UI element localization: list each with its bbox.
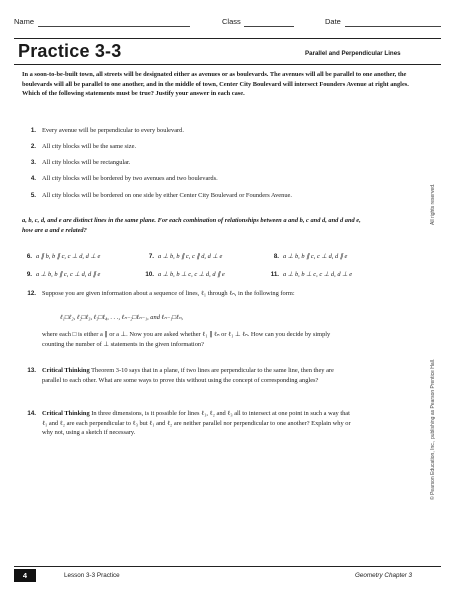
question-text: a ⊥ b, b ⊥ c, c ⊥ d, d ∥ e [158, 271, 225, 278]
question-number: 4. [30, 175, 36, 182]
page-number: 4 [14, 569, 36, 582]
instruction-paragraph: a, b, c, d, and e are distinct lines in the same plane. For each combination of relationships between a and b, c and d, and d and e, how are a and e related? [22, 217, 361, 234]
title-rule [14, 64, 441, 65]
footer-chapter: Geometry Chapter 3 [355, 572, 413, 579]
question-text: All city blocks will be the same size. [42, 143, 137, 150]
question-text: a ⊥ b, b ⊥ c, c ⊥ d, d ⊥ e [283, 271, 353, 278]
question-number: 2. [30, 143, 36, 150]
question-number: 5. [30, 192, 36, 199]
critical-thinking-label: Critical Thinking [42, 367, 90, 374]
question-number: 11. [270, 271, 279, 278]
question-text: a ∥ b, b ∥ c, c ⊥ d, d ⊥ e [36, 253, 101, 260]
question-number: 7. [148, 253, 154, 260]
date-label: Date [325, 17, 341, 26]
question-text: Theorem 3-10 says that in a plane, if two lines are perpendicular to the same line, then they are parallel to each other. What are some ways to prove this without using the concept of corresponding angles? [42, 367, 334, 384]
name-label: Name [14, 17, 35, 26]
question-text: Suppose you are given information about a sequence of lines, ℓ₁ through ℓₙ, in the following form: [42, 290, 295, 297]
question-8 [265, 252, 347, 260]
question-number: 10. [145, 271, 154, 278]
page-title: Practice 3-3 [18, 41, 122, 61]
top-rule [14, 38, 441, 39]
question-text: where each □ is either a ∥ or a ⊥. Now you are asked whether ℓ₁ ∥ ℓₙ or ℓ₁ ⊥ ℓₙ. How can you decide by simply counting the number of ⊥ statements in the given information? [42, 331, 331, 348]
bottom-rule [14, 566, 441, 567]
question-number: 1. [30, 127, 36, 134]
footer-lesson: Lesson 3-3 Practice [64, 572, 120, 579]
question-text: All city blocks will be bordered on one side by either Center City Boulevard or Founders Avenue. [42, 192, 292, 199]
question-number: 3. [30, 159, 36, 166]
page-subtitle: Parallel and Perpendicular Lines [305, 50, 401, 57]
sequence-formula: ℓ₁□ℓ₂, ℓ₂□ℓ₃, ℓ₃□ℓ₄, . . ., ℓₙ₋₂□ℓₙ₋₁, and ℓₙ₋₁□ℓₙ, [60, 314, 183, 321]
question-11 [265, 270, 352, 278]
class-blank [244, 26, 294, 27]
question-text: All city blocks will be bordered by two avenues and two boulevards. [42, 175, 218, 182]
question-text: a ⊥ b, b ∥ c, c ∥ d, d ⊥ e [158, 253, 223, 260]
question-text: In three dimensions, is it possible for lines ℓ₁, ℓ₂ and ℓ₃ all to intersect at one point in such a way that ℓ₁ and ℓ₂ are each perpendicular to ℓ₃ but ℓ₁ and ℓ₂ are neither parallel nor perpendicular to one another? Explain why or why not, using a sketch if necessary. [42, 410, 351, 436]
question-number: 12. [27, 290, 36, 297]
intro-paragraph: In a soon-to-be-built town, all streets will be designated either as avenues or as boulevards. The avenues will all be parallel to one another, the boulevards will all be parallel to one another, and in the middle of town, Center City Boulevard will intersect Founders Avenue at right angles. Which of the following statements must be true? Justify your answer in each case. [22, 71, 409, 97]
question-9 [18, 270, 100, 278]
question-text: a ⊥ b, b ∥ c, c ⊥ d, d ∥ e [36, 271, 101, 278]
question-number: 8. [273, 253, 279, 260]
rights-reserved-text: All rights reserved. [430, 183, 436, 225]
question-number: 14. [27, 410, 36, 417]
class-label: Class [222, 17, 241, 26]
critical-thinking-label: Critical Thinking [42, 410, 90, 417]
question-number: 9. [26, 271, 32, 278]
question-text: Every avenue will be perpendicular to every boulevard. [42, 127, 184, 134]
name-blank [38, 26, 190, 27]
question-text: All city blocks will be rectangular. [42, 159, 131, 166]
question-10 [140, 270, 225, 278]
date-blank [345, 26, 441, 27]
question-number: 6. [26, 253, 32, 260]
question-text: a ⊥ b, b ∥ c, c ⊥ d, d ∥ e [283, 253, 348, 260]
question-6 [18, 252, 100, 260]
question-number: 13. [27, 367, 36, 374]
copyright-text: © Pearson Education, Inc., publishing as Pearson Prentice Hall. [430, 358, 436, 500]
question-7 [140, 252, 222, 260]
